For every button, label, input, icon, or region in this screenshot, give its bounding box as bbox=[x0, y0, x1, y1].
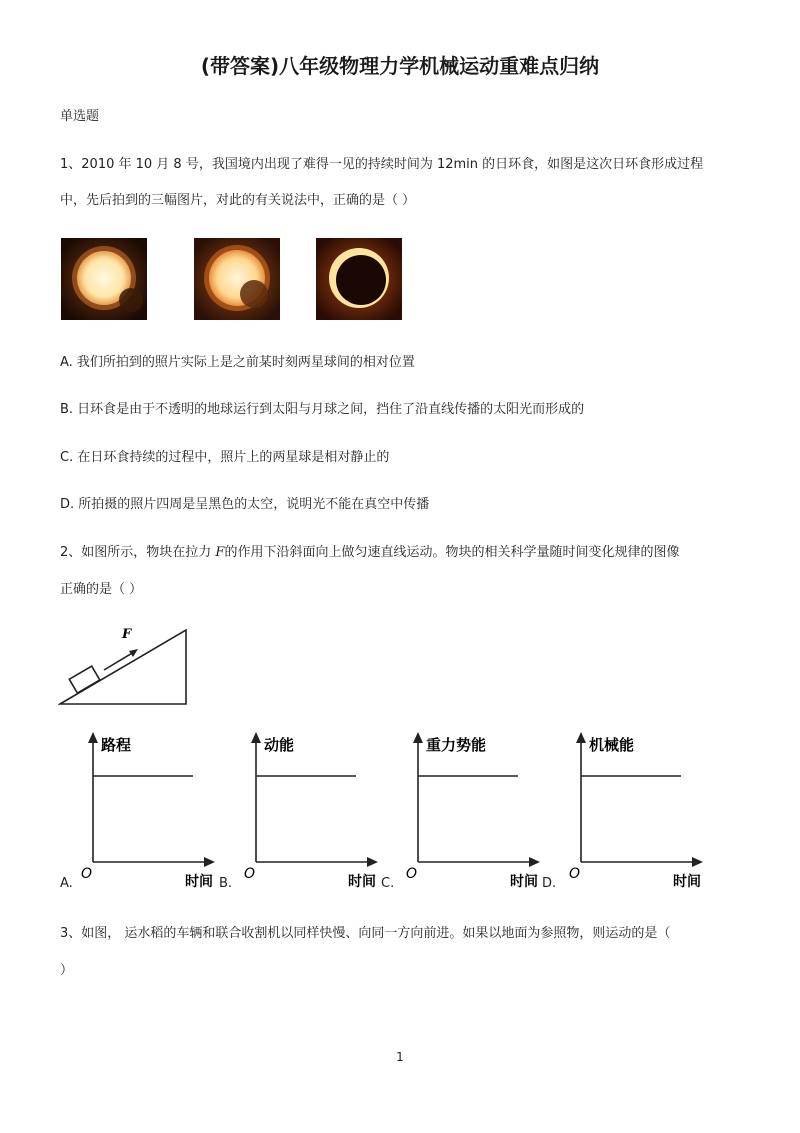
graph-a[interactable] bbox=[75, 728, 215, 890]
y-axis-label: 路程 bbox=[101, 736, 132, 754]
q2-text-pre: 2、如图所示，物块在拉力 bbox=[60, 545, 216, 560]
origin-label: O bbox=[406, 866, 418, 882]
origin-label: O bbox=[569, 866, 581, 882]
y-axis-arrow-icon bbox=[251, 732, 261, 743]
origin-label: O bbox=[244, 866, 256, 882]
force-label: F bbox=[122, 627, 132, 642]
question-2-line-2: 正确的是（ ） bbox=[60, 582, 143, 597]
page-number: 1 bbox=[396, 1050, 404, 1064]
option-d-label[interactable]: D. bbox=[542, 876, 557, 891]
y-axis-arrow-icon bbox=[413, 732, 423, 743]
graph-d[interactable] bbox=[563, 728, 703, 890]
q1-option-d[interactable]: D. 所拍摄的照片四周是呈黑色的太空，说明光不能在真空中传播 bbox=[60, 497, 430, 512]
q2-text-post: 的作用下沿斜面向上做匀速直线运动。物块的相关科学量随时间变化规律的图像 bbox=[224, 545, 680, 560]
question-3-line-2: ） bbox=[60, 963, 74, 978]
section-heading: 单选题 bbox=[60, 109, 100, 124]
x-axis-arrow-icon bbox=[692, 857, 703, 867]
block bbox=[69, 666, 100, 693]
q1-option-b[interactable]: B. 日环食是由于不透明的地球运行到太阳与月球之间，挡住了沿直线传播的太阳光而形成的 bbox=[60, 402, 585, 417]
incline-diagram bbox=[58, 622, 190, 708]
question-1-line-1: 1、2010 年 10 月 8 号，我国境内出现了难得一见的持续时间为 12min 的日环食，如图是这次日环食形成过程 bbox=[60, 157, 704, 172]
x-axis-label: 时间 bbox=[673, 874, 701, 890]
q1-option-c[interactable]: C. 在日环食持续的过程中，照片上的两星球是相对静止的 bbox=[60, 450, 390, 465]
y-axis-label: 重力势能 bbox=[426, 736, 487, 754]
eclipse-photo-3 bbox=[316, 238, 402, 320]
y-axis-label: 机械能 bbox=[589, 736, 635, 754]
eclipse-photo-2 bbox=[194, 238, 280, 320]
x-axis-arrow-icon bbox=[367, 857, 378, 867]
y-axis-arrow-icon bbox=[88, 732, 98, 743]
x-axis-label: 时间 bbox=[510, 874, 538, 890]
graph-b[interactable] bbox=[238, 728, 378, 890]
page-title: (带答案)八年级物理力学机械运动重难点归纳 bbox=[200, 54, 600, 78]
y-axis-label: 动能 bbox=[264, 736, 295, 754]
option-a-label[interactable]: A. bbox=[60, 876, 73, 891]
option-b-label[interactable]: B. bbox=[219, 876, 233, 891]
x-axis-label: 时间 bbox=[348, 874, 376, 890]
q1-option-a[interactable]: A. 我们所拍到的照片实际上是之前某时刻两星球间的相对位置 bbox=[60, 355, 415, 370]
x-axis-arrow-icon bbox=[204, 857, 215, 867]
option-c-label[interactable]: C. bbox=[381, 876, 395, 891]
graph-c[interactable] bbox=[400, 728, 540, 890]
question-1-line-2: 中，先后拍到的三幅图片，对此的有关说法中，正确的是（ ） bbox=[60, 193, 416, 208]
force-arrow-icon bbox=[129, 649, 138, 657]
y-axis-arrow-icon bbox=[576, 732, 586, 743]
eclipse-photo-1 bbox=[61, 238, 147, 320]
x-axis-arrow-icon bbox=[529, 857, 540, 867]
question-3-line-1: 3、如图， 运水稻的车辆和联合收割机以同样快慢、向同一方向前进。如果以地面为参照物，则运动的是（ bbox=[60, 926, 671, 941]
question-2-line-1 bbox=[60, 541, 679, 560]
x-axis-label: 时间 bbox=[185, 874, 213, 890]
origin-label: O bbox=[81, 866, 93, 882]
q2-force-variable: F bbox=[215, 545, 225, 560]
